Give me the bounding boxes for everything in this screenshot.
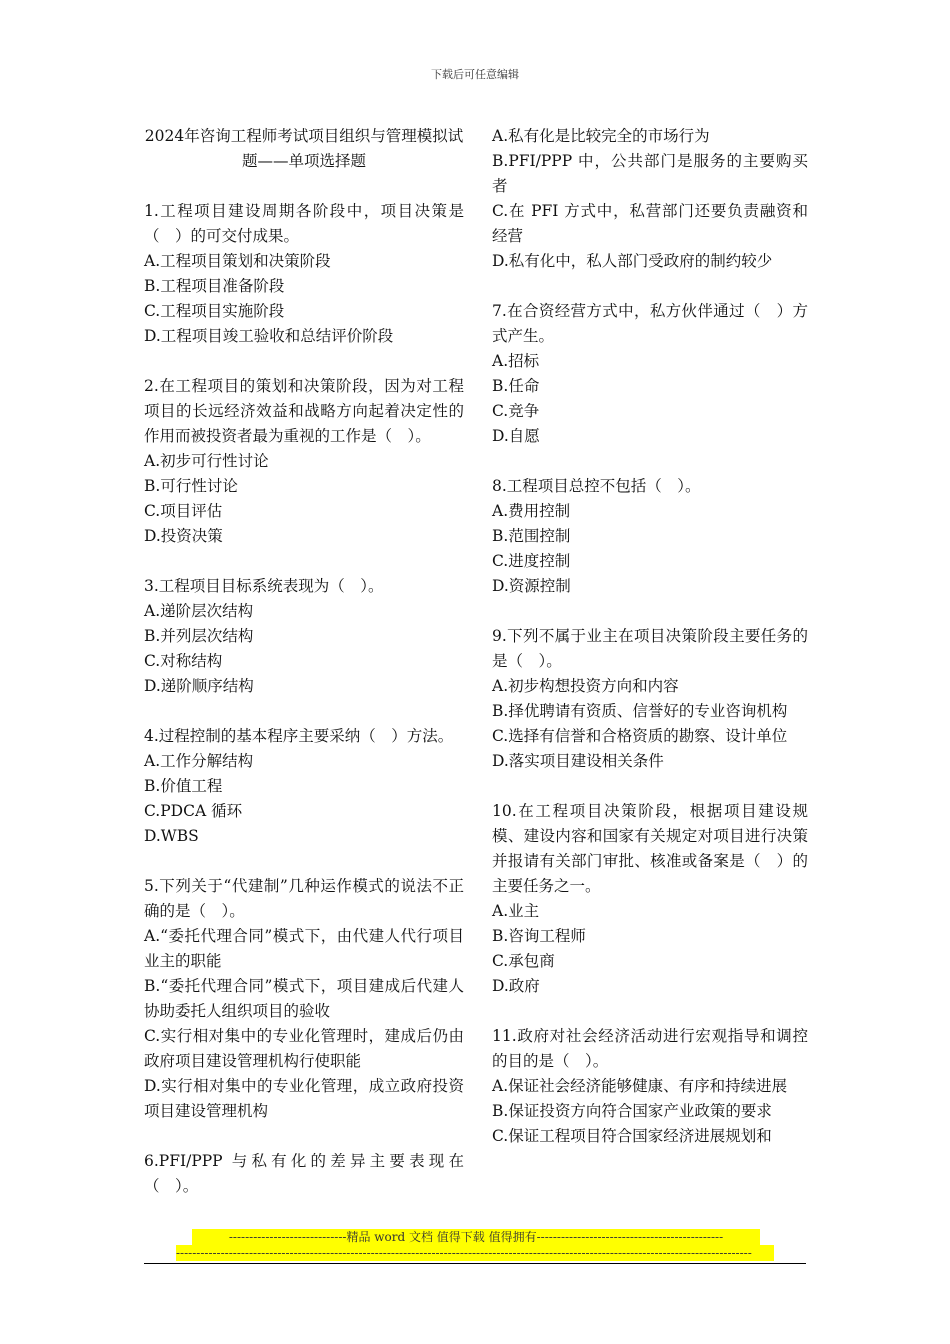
answer-option: A.工程项目策划和决策阶段 bbox=[144, 252, 331, 270]
answer-option: C.竞争 bbox=[492, 402, 540, 420]
document-title: 2024年咨询工程师考试项目组织与管理模拟试题——单项选择题 bbox=[144, 127, 464, 170]
question-block bbox=[144, 1149, 464, 1199]
question-block bbox=[144, 199, 464, 349]
question-stem: 7.在合资经营方式中，私方伙伴通过（ ）方式产生。 bbox=[492, 302, 808, 345]
answer-option: C.在 PFI 方式中，私营部门还要负责融资和经营 bbox=[492, 202, 808, 245]
question-stem: 10.在工程项目决策阶段，根据项目建设规模、建设内容和国家有关规定对项目进行决策并报请有关部门审批、核准或备案是（ ）的主要任务之一。 bbox=[492, 802, 808, 895]
question-stem: 6.PFI/PPP 与私有化的差异主要表现在（ ）。 bbox=[144, 1152, 464, 1195]
answer-option: B.范围控制 bbox=[492, 527, 571, 545]
question-block bbox=[492, 624, 808, 774]
footer-rule bbox=[144, 1263, 806, 1264]
answer-option: B.工程项目准备阶段 bbox=[144, 277, 285, 295]
answer-option: A.业主 bbox=[492, 902, 540, 920]
answer-option: C.进度控制 bbox=[492, 552, 571, 570]
answer-option: A.保证社会经济能够健康、有序和持续进展 bbox=[492, 1077, 788, 1095]
answer-option: A.初步构想投资方向和内容 bbox=[492, 677, 679, 695]
answer-option: B.保证投资方向符合国家产业政策的要求 bbox=[492, 1102, 772, 1120]
answer-option: A.初步可行性讨论 bbox=[144, 452, 269, 470]
question-stem: 4.过程控制的基本程序主要采纳（ ）方法。 bbox=[144, 727, 454, 745]
answer-option: B.择优聘请有资质、信誉好的专业咨询机构 bbox=[492, 702, 788, 720]
answer-option: D.落实项目建设相关条件 bbox=[492, 752, 664, 770]
answer-option: B.任命 bbox=[492, 377, 540, 395]
question-block bbox=[492, 474, 808, 599]
question-block bbox=[492, 124, 808, 274]
answer-option: C.工程项目实施阶段 bbox=[144, 302, 285, 320]
question-block bbox=[492, 1024, 808, 1149]
answer-option: C.选择有信誉和合格资质的勘察、设计单位 bbox=[492, 727, 788, 745]
answer-option: A.递阶层次结构 bbox=[144, 602, 254, 620]
question-stem: 11.政府对社会经济活动进行宏观指导和调控的目的是（ ）。 bbox=[492, 1027, 808, 1070]
right-question-list bbox=[492, 124, 808, 1149]
answer-option: D.实行相对集中的专业化管理，成立政府投资项目建设管理机构 bbox=[144, 1077, 464, 1120]
question-block bbox=[492, 799, 808, 999]
page-header: 下载后可任意编辑 bbox=[431, 68, 519, 81]
answer-option: B.咨询工程师 bbox=[492, 927, 586, 945]
question-stem: 5.下列关于“代建制”几种运作模式的说法不正确的是（ ）。 bbox=[144, 877, 464, 920]
answer-option: A.工作分解结构 bbox=[144, 752, 254, 770]
answer-option: D.递阶顺序结构 bbox=[144, 677, 254, 695]
left-column bbox=[144, 124, 464, 1224]
footer-banner-line1: -----------------------------精品 word 文档 值得下载 值得拥有---------------------------------------------- bbox=[192, 1229, 760, 1245]
question-stem: 1.工程项目建设周期各阶段中，项目决策是（ ）的可交付成果。 bbox=[144, 202, 464, 245]
answer-option: A.费用控制 bbox=[492, 502, 571, 520]
answer-option: B.并列层次结构 bbox=[144, 627, 254, 645]
left-question-list bbox=[144, 199, 464, 1199]
question-stem: 2.在工程项目的策划和决策阶段，因为对工程项目的长远经济效益和战略方向起着决定性的作用而被投资者最为重视的工作是（ ）。 bbox=[144, 377, 464, 445]
answer-option: D.自愿 bbox=[492, 427, 540, 445]
question-stem: 8.工程项目总控不包括（ ）。 bbox=[492, 477, 701, 495]
question-block bbox=[144, 874, 464, 1124]
question-block bbox=[144, 724, 464, 849]
footer-banner-line2: ---------------------------------------------------------------------------------------------------------------------------------------------- bbox=[176, 1245, 774, 1261]
answer-option: A.招标 bbox=[492, 352, 540, 370]
question-stem: 3.工程项目目标系统表现为（ ）。 bbox=[144, 577, 384, 595]
answer-option: C.保证工程项目符合国家经济进展规划和 bbox=[492, 1127, 772, 1145]
question-block bbox=[492, 299, 808, 449]
answer-option: D.工程项目竣工验收和总结评价阶段 bbox=[144, 327, 394, 345]
answer-option: C.PDCA 循环 bbox=[144, 802, 243, 820]
answer-option: A.“委托代理合同”模式下，由代建人代行项目业主的职能 bbox=[144, 927, 464, 970]
answer-option: D.政府 bbox=[492, 977, 540, 995]
answer-option: B.PFI/PPP 中，公共部门是服务的主要购买者 bbox=[492, 152, 808, 195]
answer-option: C.实行相对集中的专业化管理时，建成后仍由政府项目建设管理机构行使职能 bbox=[144, 1027, 464, 1070]
answer-option: B.“委托代理合同”模式下，项目建成后代建人协助委托人组织项目的验收 bbox=[144, 977, 464, 1020]
right-column bbox=[492, 124, 808, 1174]
answer-option: B.价值工程 bbox=[144, 777, 223, 795]
answer-option: D.投资决策 bbox=[144, 527, 223, 545]
answer-option: D.资源控制 bbox=[492, 577, 571, 595]
question-block bbox=[144, 574, 464, 699]
answer-option: C.对称结构 bbox=[144, 652, 223, 670]
answer-option: A.私有化是比较完全的市场行为 bbox=[492, 127, 710, 145]
answer-option: C.承包商 bbox=[492, 952, 555, 970]
question-block bbox=[144, 374, 464, 549]
answer-option: D.私有化中，私人部门受政府的制约较少 bbox=[492, 252, 773, 270]
answer-option: B.可行性讨论 bbox=[144, 477, 238, 495]
question-stem: 9.下列不属于业主在项目决策阶段主要任务的是（ ）。 bbox=[492, 627, 808, 670]
answer-option: D.WBS bbox=[144, 827, 199, 845]
answer-option: C.项目评估 bbox=[144, 502, 223, 520]
